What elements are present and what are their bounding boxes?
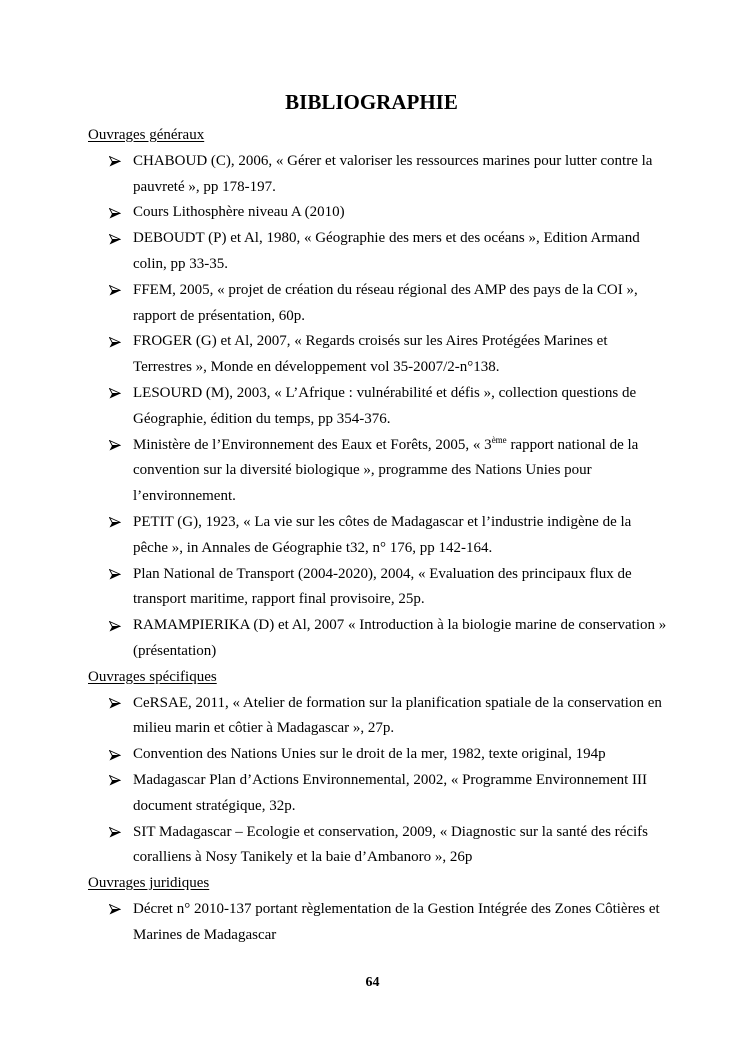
reference-text: PETIT (G), 1923, « La vie sur les côtes de Madagascar et l’industrie indigène de la pêche », in Annales de Géographie t32, n° 176, pp 142-164. <box>133 513 632 556</box>
reference-text: DEBOUDT (P) et Al, 1980, « Géographie des mers et des océans », Edition Armand colin, pp 33-35. <box>133 230 640 272</box>
reference-item <box>88 742 668 768</box>
bibliography-title: BIBLIOGRAPHIE <box>285 90 458 114</box>
reference-item <box>88 278 668 330</box>
arrow-bullet-icon <box>109 820 123 846</box>
section-heading: Ouvrages juridiques <box>88 875 210 892</box>
reference-list <box>88 149 668 665</box>
reference-item <box>88 226 668 278</box>
section-heading: Ouvrages spécifiques <box>88 668 217 685</box>
reference-item <box>88 691 668 743</box>
reference-text: Plan National de Transport (2004-2020), 2004, « Evaluation des principaux flux de transport maritime, rapport final provisoire, 25p. <box>133 565 632 608</box>
reference-text: Convention des Nations Unies sur le droit de la mer, 1982, texte original, 194p <box>133 746 606 763</box>
reference-text: RAMAMPIERIKA (D) et Al, 2007 « Introduction à la biologie marine de conservation » (présentation) <box>133 617 667 659</box>
arrow-bullet-icon <box>109 329 123 355</box>
reference-text: Cours Lithosphère niveau A (2010) <box>133 204 345 221</box>
reference-list <box>88 691 668 872</box>
arrow-bullet-icon <box>109 742 123 768</box>
section-specific <box>88 665 668 871</box>
reference-item <box>88 510 668 562</box>
arrow-bullet-icon <box>109 278 123 304</box>
reference-item <box>88 768 668 820</box>
reference-text-before: Ministère de l’Environnement des Eaux et Forêts, 2005, « 3 <box>133 436 492 453</box>
arrow-bullet-icon <box>109 562 123 588</box>
arrow-bullet-icon <box>109 897 123 923</box>
reference-item <box>88 820 668 872</box>
reference-text: SIT Madagascar – Ecologie et conservation, 2009, « Diagnostic sur la santé des récifs coralliens à Nosy Tanikely et la baie d’Ambanoro », 26p <box>133 823 648 866</box>
arrow-bullet-icon <box>109 613 123 639</box>
reference-text <box>133 434 639 505</box>
arrow-bullet-icon <box>109 149 123 175</box>
reference-text: CeRSAE, 2011, « Atelier de formation sur la planification spatiale de la conservation en milieu marin et côtier à Madagascar », 27p. <box>133 694 662 737</box>
arrow-bullet-icon <box>109 381 123 407</box>
page-title <box>0 89 745 115</box>
reference-item <box>88 897 668 949</box>
reference-item <box>88 329 668 381</box>
arrow-bullet-icon <box>109 433 123 459</box>
reference-text: Madagascar Plan d’Actions Environnemental, 2002, « Programme Environnement III document stratégique, 32p. <box>133 771 648 814</box>
section-general <box>88 123 668 665</box>
reference-item <box>88 200 668 226</box>
reference-text: CHABOUD (C), 2006, « Gérer et valoriser les ressources marines pour lutter contre la pauvreté », pp 178-197. <box>133 152 653 195</box>
arrow-bullet-icon <box>109 200 123 226</box>
reference-item <box>88 562 668 614</box>
page-number: 64 <box>365 975 380 990</box>
arrow-bullet-icon <box>109 691 123 717</box>
reference-item <box>88 149 668 201</box>
reference-item <box>88 613 668 665</box>
arrow-bullet-icon <box>109 768 123 794</box>
reference-text: FFEM, 2005, « projet de création du réseau régional des AMP des pays de la COI », rapport de présentation, 60p. <box>133 281 638 324</box>
section-legal <box>88 871 668 948</box>
reference-text-after: rapport national de la convention sur la diversité biologique », programme des Nations Unies pour l’environnement. <box>133 436 639 505</box>
section-heading: Ouvrages généraux <box>88 127 205 143</box>
superscript-ordinal: ème <box>491 434 507 445</box>
reference-item <box>88 433 668 510</box>
reference-text: Décret n° 2010-137 portant règlementation de la Gestion Intégrée des Zones Côtières et Marines de Madagascar <box>133 900 660 943</box>
reference-list <box>88 897 668 949</box>
arrow-bullet-icon <box>109 226 123 252</box>
bibliography-body <box>88 123 668 949</box>
reference-item <box>88 381 668 433</box>
reference-text: FROGER (G) et Al, 2007, « Regards croisés sur les Aires Protégées Marines et Terrestres », Monde en développement vol 35-2007/2-n°138. <box>133 333 608 376</box>
reference-text: LESOURD (M), 2003, « L’Afrique : vulnérabilité et défis », collection questions de Géographie, édition du temps, pp 354-376. <box>133 384 637 427</box>
arrow-bullet-icon <box>109 510 123 536</box>
